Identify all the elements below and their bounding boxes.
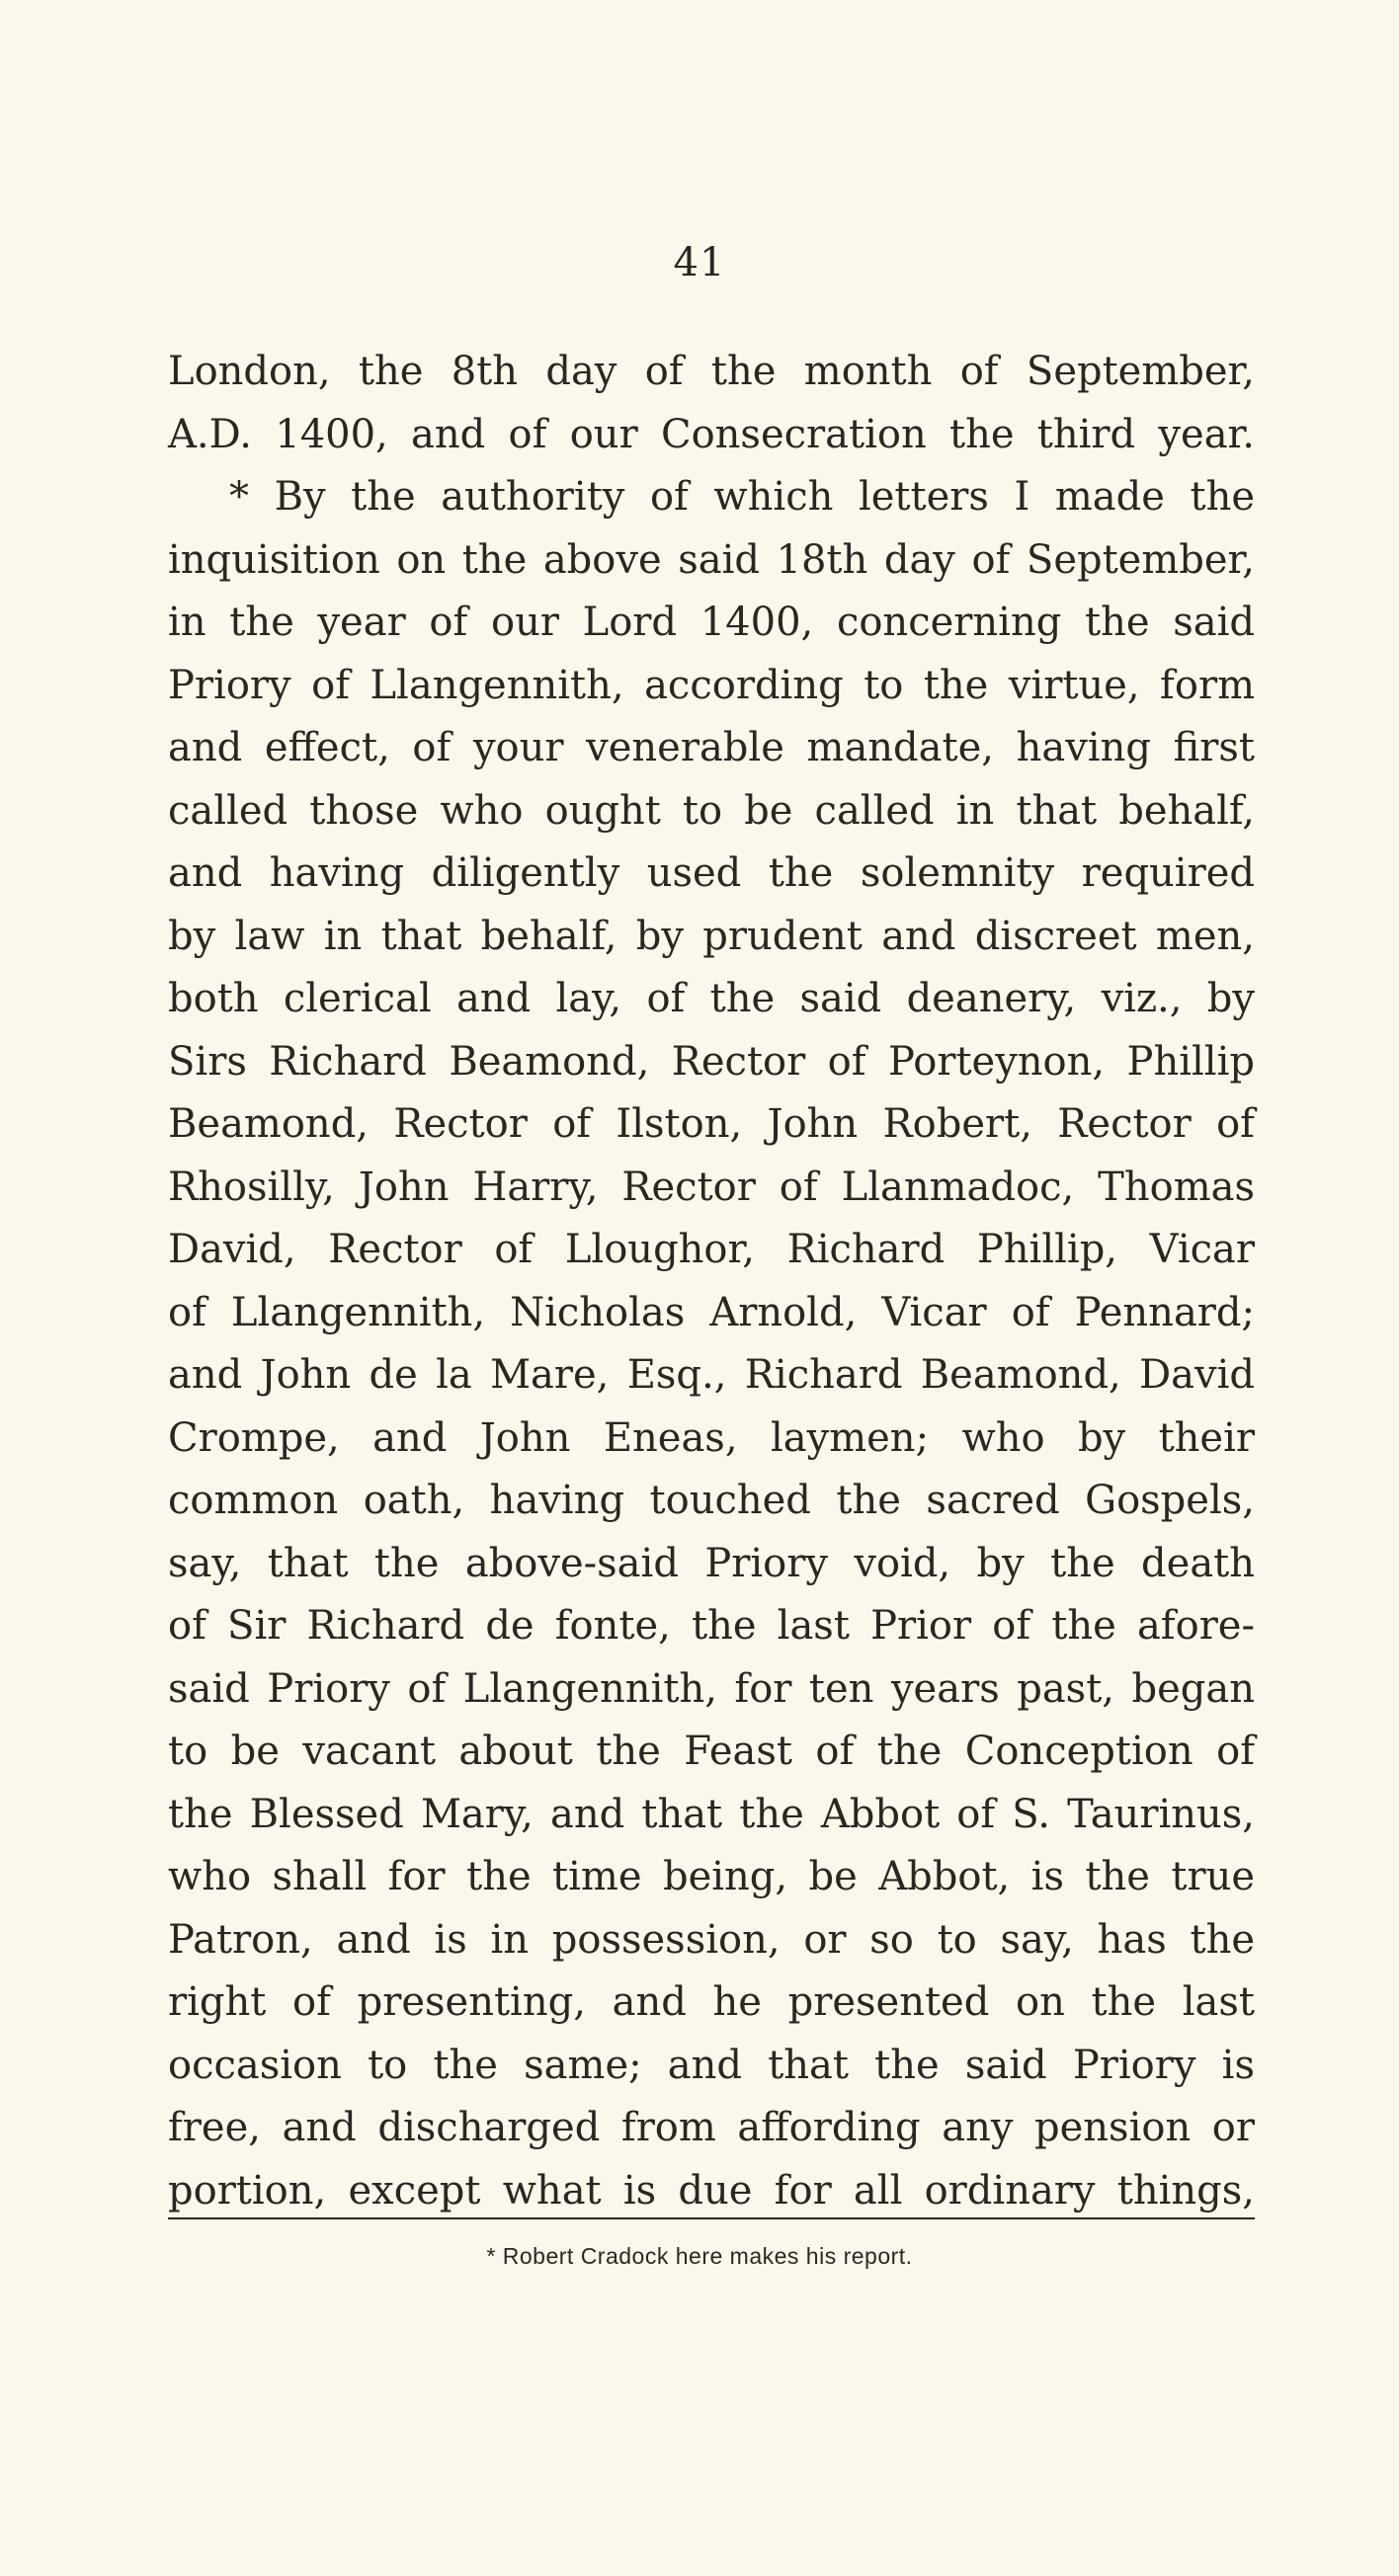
text-line: by law in that behalf, by prudent and discreet men,: [168, 913, 1255, 959]
text-line: David, Rector of Lloughor, Richard Phillip, Vicar: [168, 1227, 1255, 1272]
footnote-divider: [168, 2217, 1255, 2219]
text-line: Priory of Llangennith, according to the virtue, form: [168, 662, 1255, 708]
text-line: called those who ought to be called in that behalf,: [168, 787, 1255, 834]
text-line: and John de la Mare, Esq., Richard Beamond, David: [168, 1352, 1255, 1398]
text-line: of Llangennith, Nicholas Arnold, Vicar of Pennard;: [168, 1289, 1255, 1335]
text-line: of Sir Richard de fonte, the last Prior of the afore-: [168, 1603, 1255, 1649]
text-line: Sirs Richard Beamond, Rector of Porteynon, Phillip: [168, 1038, 1255, 1085]
text-line: both clerical and lay, of the said deanery, viz., by: [168, 976, 1255, 1021]
text-line: Crompe, and John Eneas, laymen; who by their: [168, 1414, 1255, 1461]
footnote: * Robert Cradock here makes his report.: [486, 2243, 913, 2269]
text-line: and having diligently used the solemnity required: [168, 850, 1255, 896]
text-line: say, that the above-said Priory void, by the death: [168, 1540, 1255, 1586]
text-line: free, and discharged from affording any pension or: [168, 2105, 1255, 2150]
text-line: inquisition on the above said 18th day of September,: [168, 536, 1255, 583]
text-line: Rhosilly, John Harry, Rector of Llanmadoc, Thomas: [168, 1164, 1255, 1210]
text-line: A.D. 1400, and of our Consecration the third year.: [168, 411, 1255, 457]
page-number: 41: [673, 240, 726, 285]
text-line: Patron, and is in possession, or so to say, has the: [168, 1916, 1255, 1963]
text-line: said Priory of Llangennith, for ten years past, began: [168, 1665, 1255, 1712]
text-line: * By the authority of which letters I made the: [229, 474, 1255, 520]
body-text: [168, 341, 1255, 2222]
text-line: right of presenting, and he presented on the last: [168, 1979, 1255, 2025]
text-line: the Blessed Mary, and that the Abbot of S. Taurinus,: [168, 1791, 1255, 1837]
text-line: in the year of our Lord 1400, concerning the said: [168, 600, 1255, 645]
text-line: Beamond, Rector of Ilston, John Robert, Rector of: [168, 1101, 1255, 1147]
text-line: to be vacant about the Feast of the Conception of: [168, 1729, 1255, 1774]
text-line: who shall for the time being, be Abbot, is the true: [168, 1854, 1255, 1899]
text-line: occasion to the same; and that the said Priory is: [168, 2042, 1255, 2088]
text-line: common oath, having touched the sacred Gospels,: [168, 1478, 1255, 1523]
text-line: and effect, of your venerable mandate, having first: [168, 725, 1255, 770]
text-line: portion, except what is due for all ordinary things,: [168, 2167, 1255, 2214]
text-line: London, the 8th day of the month of September,: [168, 349, 1255, 394]
